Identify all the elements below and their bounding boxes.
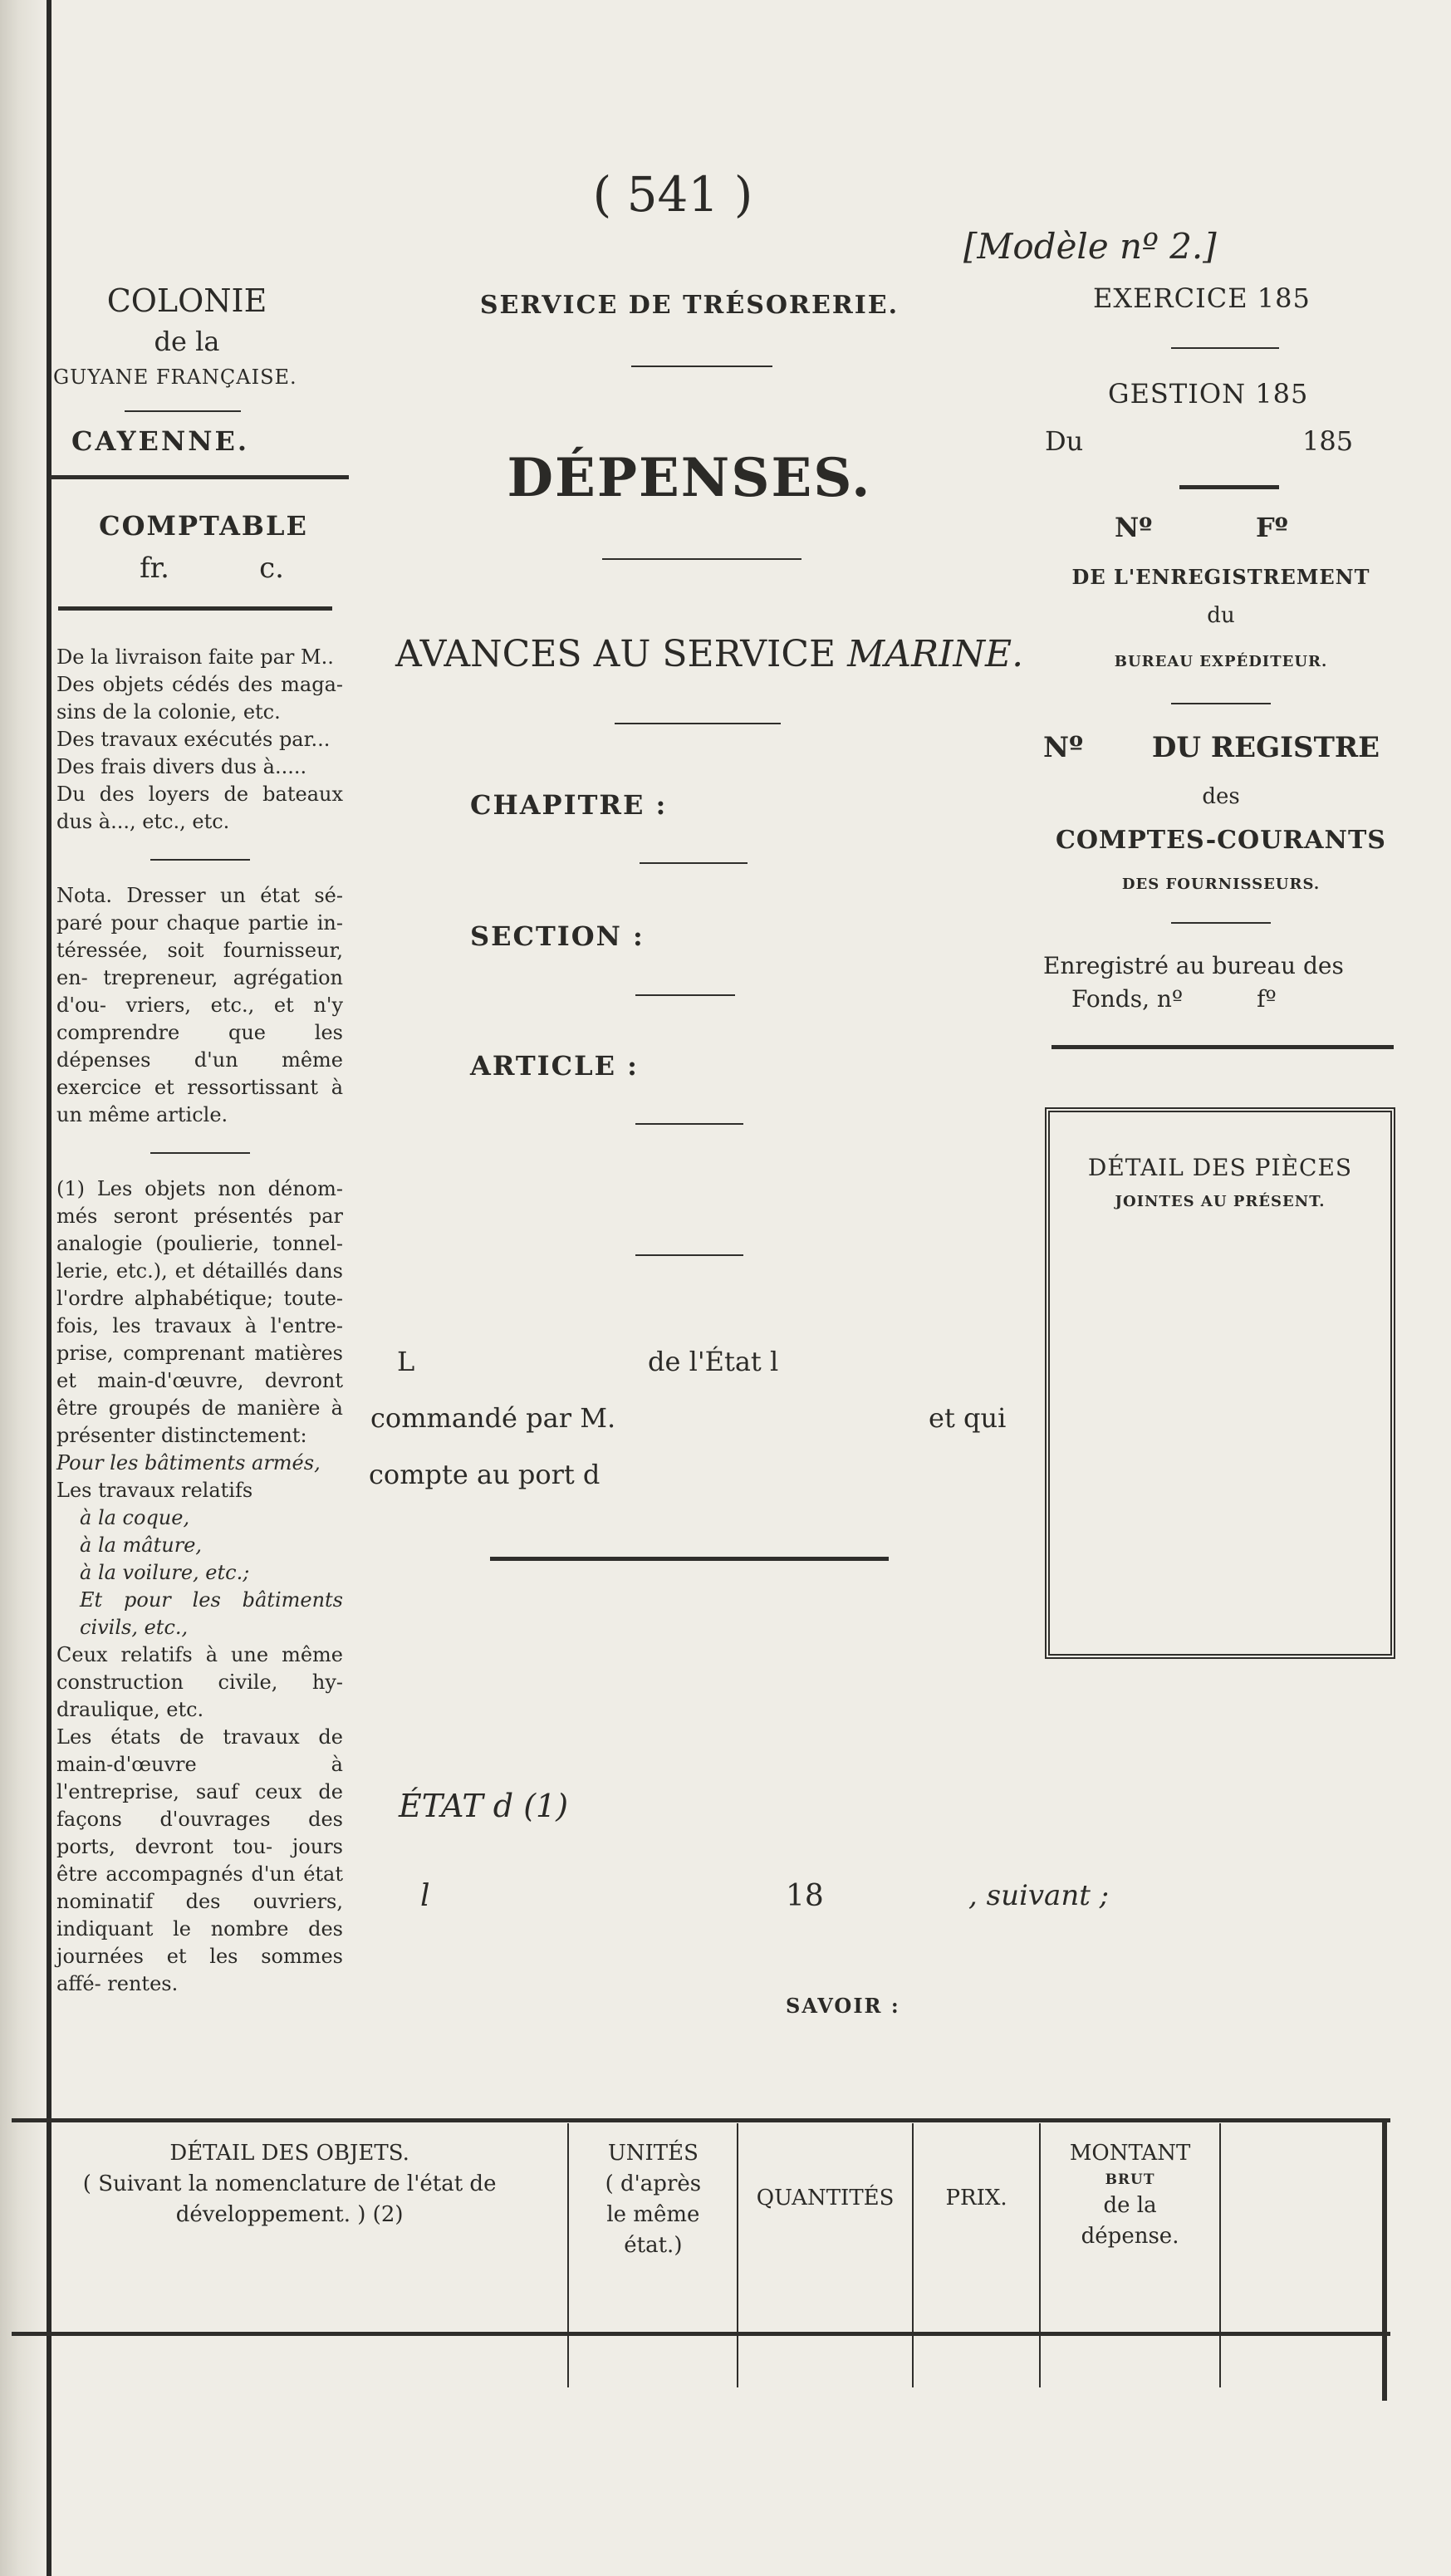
enregistrement-du: du bbox=[1207, 603, 1235, 628]
table-header-row bbox=[12, 2123, 1390, 2334]
registre-title: Nº DU REGISTRE bbox=[1043, 731, 1380, 764]
col5-brut: BRUT bbox=[1105, 2171, 1155, 2188]
colonie-de-la: de la bbox=[154, 326, 220, 357]
divider bbox=[150, 1152, 250, 1154]
subtitle bbox=[395, 633, 1023, 675]
registre-line2: DES FOURNISSEURS. bbox=[1121, 876, 1321, 893]
gestion-label: GESTION 185 bbox=[1108, 378, 1309, 410]
enregistre-line1: Enregistré au bureau des bbox=[1043, 952, 1344, 979]
enregistrement-fo: Fº bbox=[1256, 512, 1288, 543]
comptable-title: COMPTABLE bbox=[99, 510, 308, 542]
table-top-rule bbox=[12, 2118, 1390, 2122]
cell bbox=[913, 2334, 1041, 2388]
divider bbox=[1171, 922, 1271, 924]
objets-table bbox=[12, 2123, 1390, 2387]
colonie-name: GUYANE FRANÇAISE. bbox=[53, 366, 297, 389]
divider bbox=[125, 410, 241, 412]
cell bbox=[568, 2334, 738, 2388]
pieces-line1: DÉTAIL DES PIÈCES bbox=[1087, 1154, 1353, 1181]
enregistrement-line1: DE L'ENREGISTREMENT bbox=[1071, 565, 1370, 589]
divider bbox=[1179, 485, 1279, 489]
registre-line1: COMPTES-COURANTS bbox=[1056, 826, 1386, 855]
footnote-1-item: Ceux relatifs à une même construction civile, hy- draulique, etc. bbox=[56, 1643, 343, 1721]
divider bbox=[1051, 1045, 1394, 1049]
margin-list-item: Des travaux exécutés par... bbox=[56, 728, 331, 751]
comptable-currency: fr. c. bbox=[140, 552, 284, 585]
margin-list-item: Des objets cédés des maga- sins de la colonie, etc. bbox=[56, 673, 343, 724]
enregistrement-no: Nº bbox=[1115, 512, 1153, 543]
header-prix: PRIX. bbox=[913, 2123, 1041, 2334]
header-montant bbox=[1040, 2123, 1219, 2334]
divider bbox=[150, 859, 250, 861]
header-extra bbox=[1220, 2123, 1390, 2334]
header-unites bbox=[568, 2123, 738, 2334]
colonie-city: CAYENNE. bbox=[71, 425, 249, 457]
du-year: 185 bbox=[1302, 425, 1354, 457]
subtitle-text: AVANCES AU SERVICE bbox=[395, 633, 836, 675]
divider bbox=[602, 558, 801, 560]
col1-title: DÉTAIL DES OBJETS. bbox=[169, 2141, 409, 2166]
footnote-1-item: Les travaux relatifs bbox=[56, 1479, 253, 1502]
col5-sub: de la dépense. bbox=[1081, 2193, 1179, 2249]
divider bbox=[58, 606, 332, 611]
body-year: 18 bbox=[786, 1879, 824, 1913]
body-suivant: , suivant ; bbox=[968, 1879, 1110, 1912]
body-l2: l bbox=[420, 1879, 430, 1913]
footnote-1-item: à la mâture, bbox=[80, 1533, 203, 1557]
etat-label: ÉTAT d (1) bbox=[399, 1788, 569, 1824]
margin-notes bbox=[56, 644, 343, 2021]
body-compte: compte au port d bbox=[369, 1459, 600, 1490]
footnote-1-item: à la coque, bbox=[80, 1506, 190, 1529]
pieces-line2: JOINTES AU PRÉSENT. bbox=[1115, 1193, 1326, 1210]
divider bbox=[635, 1254, 743, 1256]
body-commande: commandé par M. bbox=[370, 1402, 616, 1434]
col2-title: UNITÉS bbox=[607, 2141, 699, 2166]
page-number: ( 541 ) bbox=[592, 166, 753, 223]
divider bbox=[1171, 703, 1271, 704]
margin-list-item: Du des loyers de bateaux dus à..., etc., etc. bbox=[56, 783, 343, 833]
footnote-1-item: à la voilure, etc.; bbox=[80, 1561, 250, 1584]
footnote-1: (1) Les objets non dénom- més seront présentés par analogie (poulierie, tonnel- lerie, etc.), et détaillés dans l'ordre alphabétique; toute- fois, les travaux à l'entre- prise, comprenant matières et main-d'œuvre, devront être groupés de manière à présenter distinctement: bbox=[56, 1177, 343, 1447]
service-title: SERVICE DE TRÉSORERIE. bbox=[479, 291, 900, 320]
divider bbox=[50, 475, 349, 479]
cell bbox=[738, 2334, 912, 2388]
divider bbox=[640, 862, 748, 864]
divider bbox=[635, 1123, 743, 1125]
header-detail-objets bbox=[12, 2123, 568, 2334]
footnote-1-item: Les états de travaux de main-d'œuvre à l'entreprise, sauf ceux de façons d'ouvrages des ports, devront tou- jours être accompagnés d'un état nominatif des ouvriers, indiquant le nombre des journées et les sommes affé- rentes. bbox=[56, 1725, 343, 1995]
divider bbox=[490, 1557, 889, 1561]
enregistrement-line2: BUREAU EXPÉDITEUR. bbox=[1114, 653, 1328, 670]
exercice-label: EXERCICE 185 bbox=[1093, 282, 1311, 314]
body-l: L bbox=[397, 1346, 415, 1377]
main-title: DÉPENSES. bbox=[507, 447, 872, 509]
chapitre-label: CHAPITRE : bbox=[470, 789, 668, 821]
registre-des: des bbox=[1202, 784, 1240, 809]
margin-list-item: Des frais divers dus à..... bbox=[56, 755, 307, 778]
pieces-box bbox=[1045, 1107, 1395, 1659]
footnote-1-item: Pour les bâtiments armés, bbox=[56, 1451, 321, 1474]
col2-sub: ( d'après le même état.) bbox=[605, 2171, 702, 2258]
du-label: Du bbox=[1045, 425, 1084, 457]
subtitle-marine: MARINE. bbox=[847, 633, 1024, 675]
article-label: ARTICLE : bbox=[470, 1050, 639, 1082]
divider bbox=[635, 994, 735, 996]
enregistre-line2: Fonds, nº fº bbox=[1071, 985, 1277, 1013]
col5-title: MONTANT bbox=[1069, 2141, 1191, 2166]
col1-sub: ( Suivant la nomenclature de l'état de développement. ) (2) bbox=[82, 2171, 497, 2227]
body-et-qui: et qui bbox=[929, 1402, 1007, 1434]
divider bbox=[615, 723, 781, 724]
header-quantites: QUANTITÉS bbox=[738, 2123, 912, 2334]
modele-label: [Modèle nº 2.] bbox=[963, 226, 1217, 267]
savoir-label: SAVOIR : bbox=[786, 1994, 900, 2018]
table-row bbox=[12, 2334, 1390, 2388]
body-de-etat: de l'État l bbox=[648, 1346, 779, 1377]
cell bbox=[1040, 2334, 1219, 2388]
footnote-1-item: Et pour les bâtiments civils, etc., bbox=[80, 1588, 343, 1639]
cell bbox=[1220, 2334, 1390, 2388]
section-label: SECTION : bbox=[470, 920, 645, 952]
divider bbox=[631, 366, 772, 367]
cell bbox=[12, 2334, 568, 2388]
colonie-label: COLONIE bbox=[106, 282, 267, 319]
divider bbox=[1171, 347, 1279, 349]
margin-list-item: De la livraison faite par M.. bbox=[56, 645, 334, 669]
nota-note: Nota. Dresser un état sé- paré pour chaque partie in- téressée, soit fournisseur, en- trepreneur, agrégation d'ou- vriers, etc., et n'y comprendre que les dépenses d'un même exercice et ressortissant à un même article. bbox=[56, 884, 343, 1126]
